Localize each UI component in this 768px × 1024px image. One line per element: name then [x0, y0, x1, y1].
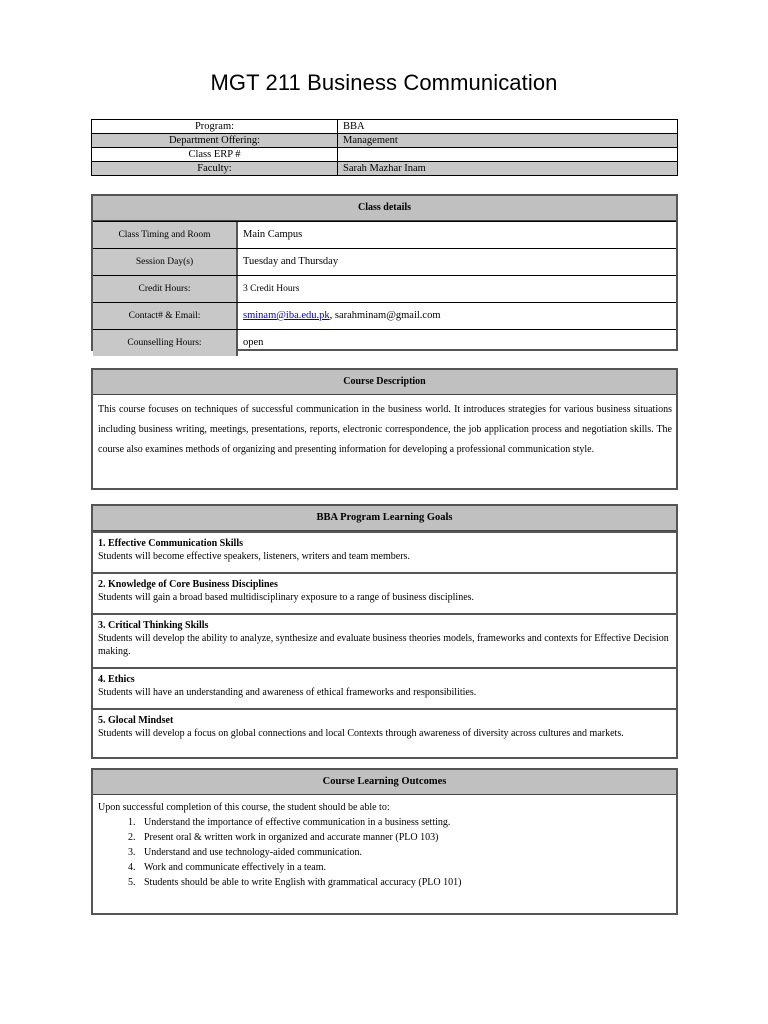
detail-label: Session Day(s) — [93, 249, 238, 275]
goal-text: Students will gain a broad based multidisciplinary exposure to a range of business disciplines. — [98, 592, 475, 603]
course-description-text: This course focuses on techniques of successful communication in the business world. It introduces strategies for various business situations including business writing, meetings, presentations, reports, electronic correspondence, the job application process and negotiation skills. The course also examines methods of organizing and presenting information for developing a professional communication style. — [98, 404, 672, 455]
goal-title: 2. Knowledge of Core Business Disciplines — [98, 579, 278, 590]
detail-row — [93, 329, 676, 356]
learning-outcomes-intro: Upon successful completion of this course, the student should be able to: — [98, 802, 390, 813]
class-details-header: Class details — [93, 196, 676, 221]
goal-title: 3. Critical Thinking Skills — [98, 620, 209, 631]
goal-title: 5. Glocal Mindset — [98, 715, 174, 726]
info-row — [92, 162, 678, 176]
goal-text: Students will have an understanding and awareness of ethical frameworks and responsibilities. — [98, 687, 477, 698]
info-value: Management — [338, 134, 678, 148]
email-link[interactable]: sminam@iba.edu.pk — [243, 310, 330, 321]
info-row — [92, 134, 678, 148]
detail-label: Contact# & Email: — [93, 303, 238, 329]
goal-item — [93, 531, 676, 572]
class-details-section — [91, 194, 678, 351]
course-description-header: Course Description — [93, 370, 676, 395]
goal-title: 4. Ethics — [98, 674, 135, 685]
info-label: Faculty: — [92, 162, 338, 176]
detail-value: Main Campus — [243, 229, 303, 240]
goal-item — [93, 613, 676, 667]
secondary-email: , sarahminam@gmail.com — [329, 310, 441, 321]
program-info-table — [91, 119, 678, 176]
goal-item — [93, 708, 676, 740]
learning-outcomes-list — [93, 815, 676, 890]
detail-row — [93, 248, 676, 275]
detail-row — [93, 221, 676, 248]
info-value: Sarah Mazhar Inam — [338, 162, 678, 176]
detail-row — [93, 275, 676, 302]
goal-item — [93, 667, 676, 708]
goal-text: Students will become effective speakers, listeners, writers and team members. — [98, 551, 410, 562]
outcome-item: 2. Present oral & written work in organized and accurate manner (PLO 103) — [138, 830, 676, 845]
contact-value — [238, 303, 676, 329]
outcome-item: 5. Students should be able to write English with grammatical accuracy (PLO 101) — [138, 875, 676, 890]
learning-goals-section — [91, 504, 678, 759]
info-value — [338, 148, 678, 162]
detail-value: Tuesday and Thursday — [243, 256, 339, 267]
learning-goals-header: BBA Program Learning Goals — [93, 506, 676, 531]
outcome-item: 1. Understand the importance of effective communication in a business setting. — [138, 815, 676, 830]
detail-value: open — [243, 337, 264, 348]
info-row — [92, 148, 678, 162]
goal-title: 1. Effective Communication Skills — [98, 538, 243, 549]
goal-text: Students will develop a focus on global connections and local Contexts through awareness of diversity across cultures and markets. — [98, 728, 624, 739]
info-label: Department Offering: — [92, 134, 338, 148]
info-label: Class ERP # — [92, 148, 338, 162]
detail-label: Class Timing and Room — [93, 222, 238, 248]
detail-label: Counselling Hours: — [93, 330, 238, 356]
page-title: MGT 211 Business Communication — [210, 70, 558, 95]
learning-outcomes-header: Course Learning Outcomes — [93, 770, 676, 795]
goal-text: Students will develop the ability to analyze, synthesize and evaluate business theories models, frameworks and contexts for Effective Decision making. — [98, 633, 669, 657]
outcome-item: 3. Understand and use technology-aided communication. — [138, 845, 676, 860]
detail-value: 3 Credit Hours — [243, 284, 300, 294]
course-description-section — [91, 368, 678, 490]
info-row — [92, 120, 678, 134]
goal-item — [93, 572, 676, 613]
outcome-item: 4. Work and communicate effectively in a team. — [138, 860, 676, 875]
detail-row — [93, 302, 676, 329]
info-value: BBA — [338, 120, 678, 134]
info-label: Program: — [92, 120, 338, 134]
learning-outcomes-section — [91, 768, 678, 915]
detail-label: Credit Hours: — [93, 276, 238, 302]
